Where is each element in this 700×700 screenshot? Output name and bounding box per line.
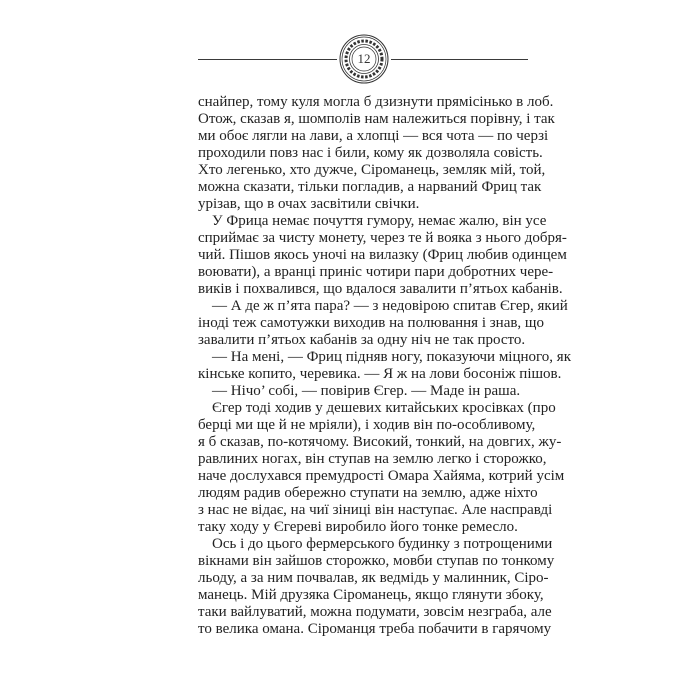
text-line: з нас не відає, на чиї зіниці він наступає. Але насправді xyxy=(198,502,553,518)
paragraph xyxy=(198,383,528,400)
text-line: завалити п’ятьох кабанів за одну ніч не так просто. xyxy=(198,332,526,348)
text-line: Ось і до цього фермерського будинку з потрощеними xyxy=(212,536,553,552)
text-line: то велика омана. Сіроманця треба побачити в гарячому xyxy=(198,621,552,637)
text-line: наче дослухався премудрості Омара Хайяма, котрий усім xyxy=(198,468,565,484)
text-line: У Фрица немає почуття гумору, немає жалю, він усе xyxy=(212,213,547,229)
paragraph xyxy=(198,94,555,213)
paragraph xyxy=(198,400,565,536)
text-line: Хто легенько, хто дужче, Сіроманець, земляк мій, той, xyxy=(198,162,546,178)
text-line: Отож, сказав я, шомполів нам належиться порівну, і так xyxy=(198,111,555,127)
text-line: урізав, що в очах засвітили свічки. xyxy=(198,196,420,212)
body-text xyxy=(198,94,571,638)
paragraph xyxy=(198,213,567,298)
text-line: людям радив обережно ступати на землю, адже ніхто xyxy=(198,485,538,501)
text-line: манець. Мій друзяка Сіроманець, якщо глянути збоку, xyxy=(198,587,544,603)
text-line: льоду, а за ним почвалав, як ведмідь у малинник, Сіро- xyxy=(198,570,549,586)
text-line: таки вайлуватий, можна подумати, зовсім незграба, але xyxy=(198,604,552,620)
paragraph xyxy=(198,349,571,383)
text-line: воювати), а вранці приніс чотири пари добротних чере- xyxy=(198,264,554,280)
text-line: — А де ж п’ята пара? — з недовірою спитав Єгер, який xyxy=(212,298,568,314)
paragraph xyxy=(198,298,568,349)
text-line: вікнами він зайшов сторожко, мовби ступав по тонкому xyxy=(198,553,555,569)
text-line: — Нічо’ собі, — повірив Єгер. — Маде ін раша. xyxy=(212,383,521,399)
text-line: снайпер, тому куля могла б дзизнути прямісінько в лоб. xyxy=(198,94,554,110)
text-line: таку ходу у Єгереві виробило його тонке ремесло. xyxy=(198,519,518,535)
text-line: равлиних ногах, він ступав на землю легко і сторожко, xyxy=(198,451,547,467)
text-line: Єгер тоді ходив у дешевих китайських кросівках (про xyxy=(212,400,556,416)
page-number: 12 xyxy=(357,51,371,66)
text-line: можна сказати, тільки погладив, а нарваний Фриц так xyxy=(198,179,542,195)
header-rule-left xyxy=(198,59,337,60)
text-line: чий. Пішов якось уночі на вилазку (Фриц любив одинцем xyxy=(198,247,567,263)
text-line: іноді теж самотужки виходив на полювання і знав, що xyxy=(198,315,544,331)
paragraph xyxy=(198,536,555,638)
text-line: проходили повз нас і били, кому як дозволяла совість. xyxy=(198,145,543,161)
text-line: сприймає за чисту монету, через те й вояка з нього добря- xyxy=(198,230,567,246)
header-rule-right xyxy=(391,59,528,60)
text-line: виків і похвалився, що вдалося завалити п’ятьох кабанів. xyxy=(198,281,563,297)
text-line: кінське копито, черевика. — Я ж на лови босоніж пішов. xyxy=(198,366,562,382)
text-line: — На мені, — Фриц підняв ногу, показуючи міцного, як xyxy=(212,349,571,365)
text-line: ми обоє лягли на лави, а хлопці — вся чота — по черзі xyxy=(198,128,549,144)
text-line: берці ми ще й не мріяли), і ходив він по-особливому, xyxy=(198,417,536,433)
text-line: я б сказав, по-котячому. Високий, тонкий, на довгих, жу- xyxy=(198,434,562,450)
